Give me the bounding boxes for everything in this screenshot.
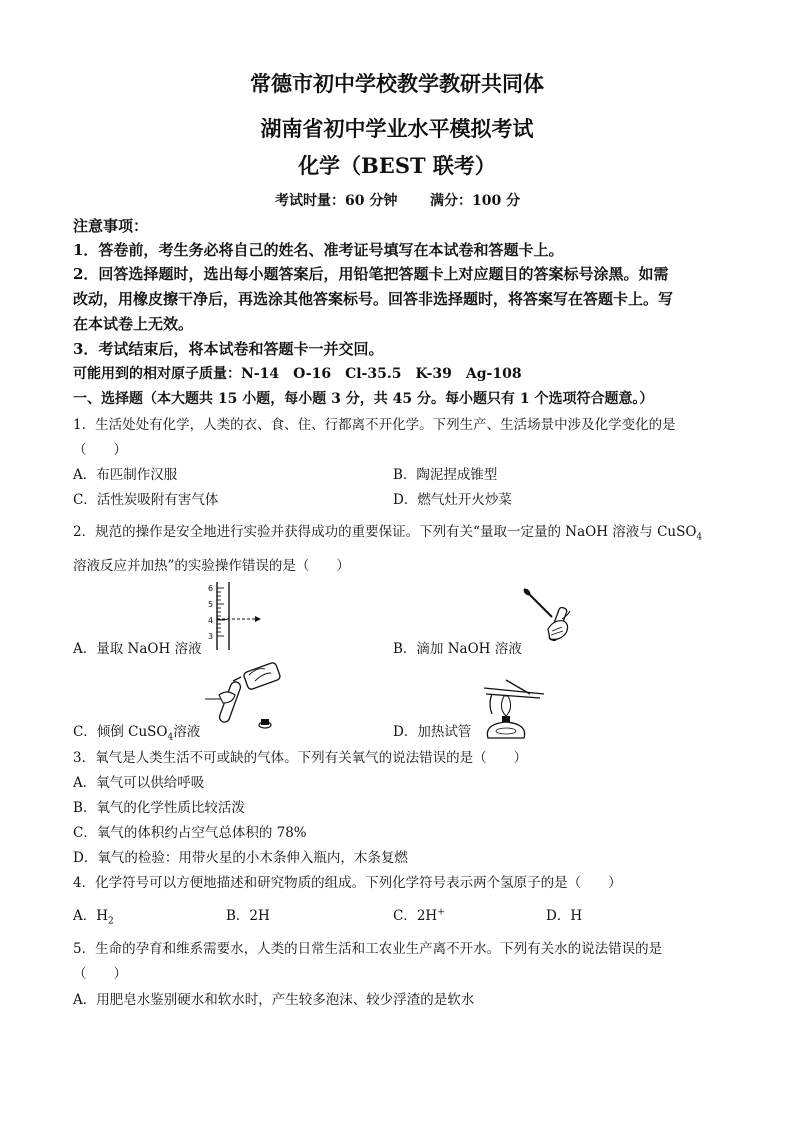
q4-stem: 4．化学符号可以方便地描述和研究物质的组成。下列化学符号表示两个氢原子的是（ ） — [73, 875, 622, 891]
q5-option-a: A．用肥皂水鉴别硬水和软水时，产生较多泡沫、较少浮渣的是软水 — [73, 992, 475, 1008]
q3-option-c: C．氧气的体积约占空气总体积的 78% — [73, 825, 307, 841]
graduated-cylinder-figure — [195, 580, 270, 652]
note-item-3: 3．考试结束后，将本试卷和答题卡一并交回。 — [73, 340, 384, 358]
q5-stem: 5．生命的孕育和维系需要水，人类的日常生活和工农业生产离不开水。下列有关水的说法错误的是 — [73, 941, 663, 957]
q3-option-d: D．氧气的检验：用带火星的小木条伸入瓶内，木条复燃 — [73, 850, 408, 866]
q2-stem-line-2: 溶液反应并加热”的实验操作错误的是（ ） — [73, 558, 350, 574]
subject-title: 化学（BEST 联考） — [298, 153, 496, 178]
q1-option-d: D．燃气灶开火炒菜 — [393, 492, 512, 508]
q1-option-b: B．陶泥捏成锥型 — [393, 467, 498, 483]
q1-option-a: A．布匹制作汉服 — [73, 467, 178, 483]
q3-option-a: A．氧气可以供给呼吸 — [73, 775, 205, 791]
q4-option-a: A．$H_2$ — [73, 908, 114, 927]
q4-option-c: C．2H+ — [393, 907, 445, 924]
school-title: 常德市初中学校教学教研共同体 — [250, 71, 544, 96]
cylinder-tick-label: 5 — [208, 600, 214, 609]
q2-option-b: B．滴加 NaOH 溶液 — [393, 641, 522, 657]
q1-blank: （ ） — [73, 442, 127, 458]
q1-stem: 1．生活处处有化学，人类的衣、食、住、行都离不开化学。下列生产、生活场景中涉及化学变化的是 — [73, 417, 676, 433]
q2-option-a: A．量取 NaOH 溶液 — [73, 641, 202, 657]
q1-option-c: C．活性炭吸附有害气体 — [73, 492, 219, 508]
heating-figure — [478, 660, 550, 740]
atomic-masses: 可能用到的相对原子质量：N-14 O-16 Cl-35.5 K-39 Ag-108 — [73, 366, 522, 382]
cylinder-tick-label: 4 — [208, 616, 214, 625]
q5-blank: （ ） — [73, 966, 127, 982]
note-item-1: 1．答卷前，考生务必将自己的姓名、准考证号填写在本试卷和答题卡上。 — [73, 241, 564, 259]
note-item-2-line-3: 在本试卷上无效。 — [73, 315, 194, 333]
q3-option-b: B．氧气的化学性质比较活泼 — [73, 800, 245, 816]
dropper-figure — [518, 585, 578, 647]
note-item-2-line-2: 改动，用橡皮擦干净后，再选涂其他答案标号。回答非选择题时，将答案写在答题卡上。写 — [73, 290, 674, 308]
note-item-2-line-1: 2．回答选择题时，选出每小题答案后，用铅笔把答题卡上对应题目的答案标号涂黑。如需 — [73, 265, 669, 283]
full-score: 满分：100 分 — [430, 193, 521, 209]
q4-option-b: B．2H — [226, 908, 270, 924]
q2-stem-line-1: 2．规范的操作是安全地进行实验并获得成功的重要保证。下列有关“量取一定量的 NaOH 溶液与 CuSO$_4$ — [73, 524, 703, 543]
exam-title: 湖南省初中学业水平模拟考试 — [260, 116, 534, 141]
exam-time: 考试时量：60 分钟 — [275, 193, 398, 209]
q4-option-d: D．H — [546, 908, 583, 924]
q2-option-d: D．加热试管 — [393, 724, 472, 740]
section-1-heading: 一、选择题（本大题共 15 小题，每小题 3 分，共 45 分。每小题只有 1 个选项符合题意。） — [73, 391, 654, 407]
cylinder-tick-label: 6 — [208, 584, 214, 593]
notes-heading: 注意事项： — [73, 217, 149, 235]
q2-option-c: C．倾倒 CuSO$_4$溶液 — [73, 724, 201, 743]
pouring-figure — [205, 655, 290, 735]
cylinder-tick-label: 3 — [208, 632, 214, 641]
q3-stem: 3．氧气是人类生活不可或缺的气体。下列有关氧气的说法错误的是（ ） — [73, 750, 528, 766]
